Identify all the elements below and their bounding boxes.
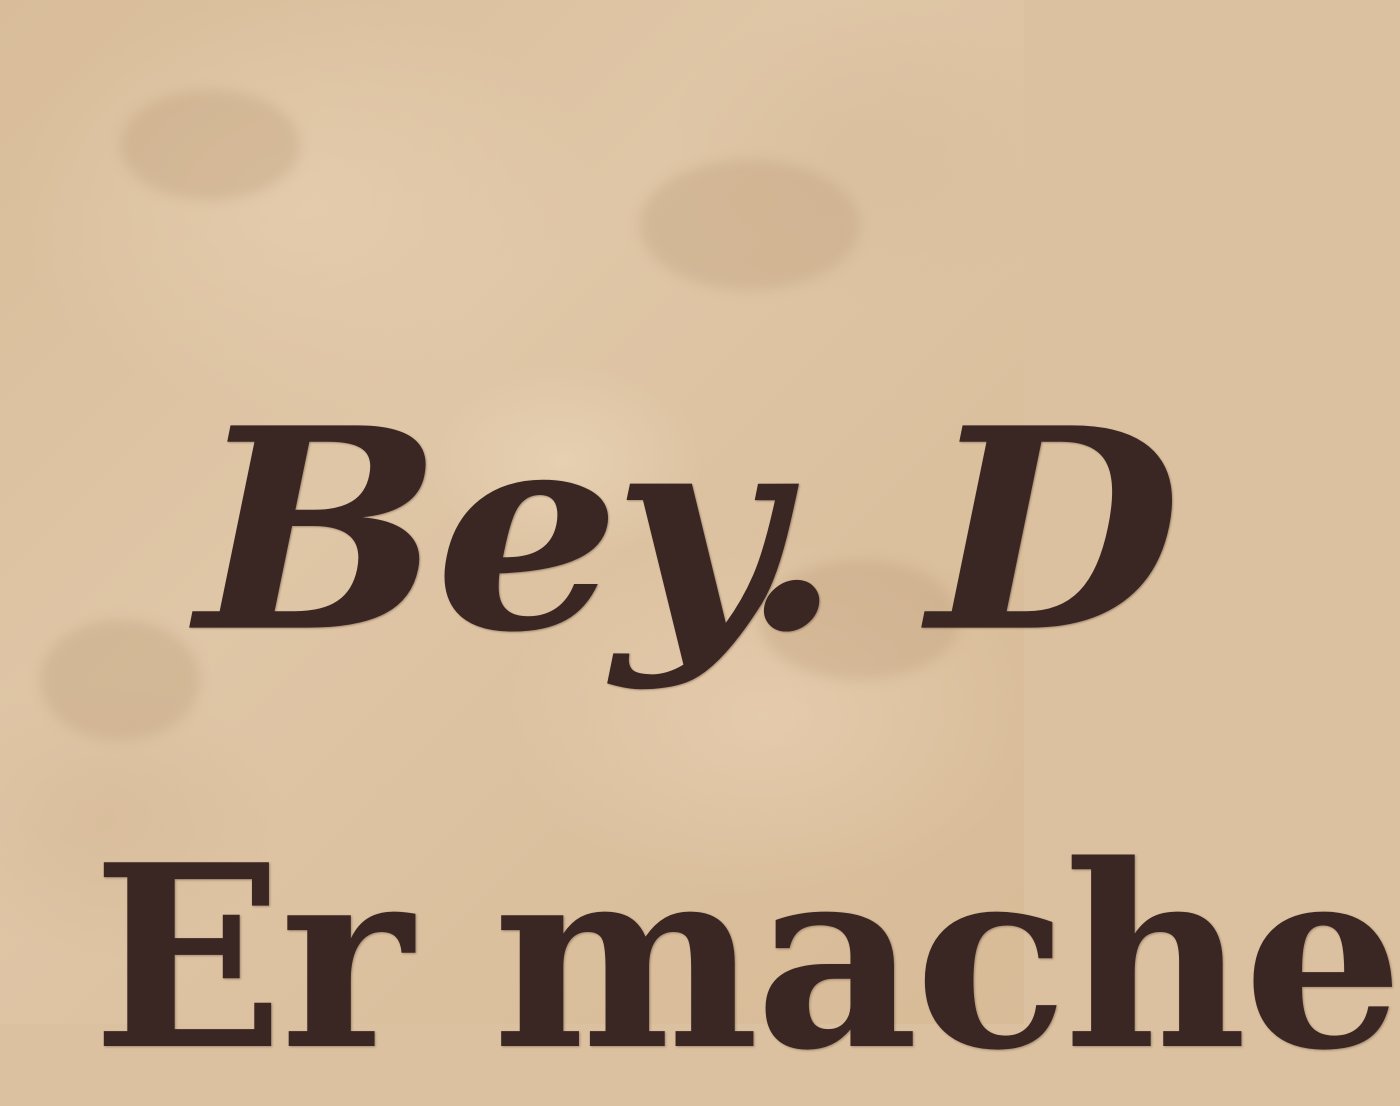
paper-stain <box>640 160 860 290</box>
paper-stain <box>40 620 200 740</box>
paper-stain <box>120 90 300 200</box>
section-heading: Bey. D <box>196 367 1174 694</box>
body-text-line: Er mache <box>92 810 1400 1106</box>
